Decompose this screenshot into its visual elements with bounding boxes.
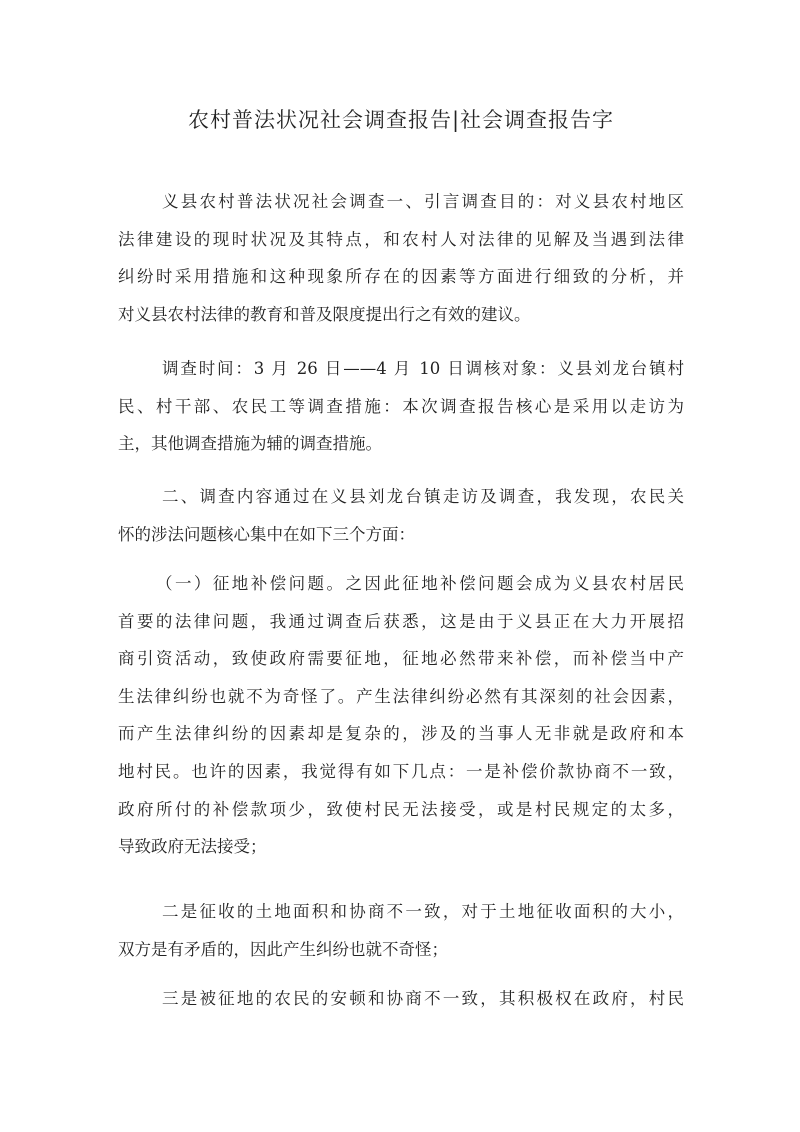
text-line: 主，其他调查措施为辅的调查措施。 xyxy=(118,434,382,454)
document-title: 农村普法状况社会调查报告|社会调查报告字 xyxy=(187,108,615,132)
document-page xyxy=(118,0,684,1132)
text-line: 对义县农村法律的教育和普及限度提出行之有效的建议。 xyxy=(118,304,531,324)
text-line: 首要的法律问题，我通过调查后获悉，这是由于义县正在大力开展招 xyxy=(118,611,684,631)
paragraph-land-area xyxy=(118,893,684,968)
text-line: 商引资活动，致使政府需要征地，征地必然带来补偿，而补偿当中产 xyxy=(118,649,684,669)
text-line: 政府所付的补偿款项少，致使村民无法接受，或是村民规定的太多， xyxy=(118,799,684,819)
text-line: 调查时间：3 月 26 日——4 月 10 日调核对象：义县刘龙台镇村 xyxy=(162,359,684,378)
text-line: 义县农村普法状况社会调查一、引言调查目的：对义县农村地区 xyxy=(162,192,684,211)
text-line: 二是征收的土地面积和协商不一致，对于土地征收面积的大小， xyxy=(162,902,684,921)
text-line: 而产生法律纠纷的因素却是复杂的，涉及的当事人无非就是政府和本 xyxy=(118,724,684,744)
paragraph-intro xyxy=(118,183,684,333)
text-line: 导致政府无法接受； xyxy=(118,837,267,857)
paragraph-resettlement xyxy=(118,980,684,1018)
paragraph-survey-content xyxy=(118,478,684,553)
paragraph-survey-time xyxy=(118,350,684,463)
text-line: 纠纷时采用措施和这种现象所存在的因素等方面进行细致的分析，并 xyxy=(118,267,684,287)
text-line: 生法律纠纷也就不为奇怪了。产生法律纠纷必然有其深刻的社会因素， xyxy=(118,686,684,706)
paragraph-land-compensation xyxy=(118,565,684,866)
text-line: 怀的涉法问题核心集中在如下三个方面： xyxy=(118,524,415,544)
text-line: 地村民。也许的因素，我觉得有如下几点：一是补偿价款协商不一致， xyxy=(118,761,684,781)
text-line: 二、调查内容通过在义县刘龙台镇走访及调查，我发现，农民关 xyxy=(162,487,684,506)
text-line: （一）征地补偿问题。之因此征地补偿问题会成为义县农村居民 xyxy=(156,574,684,593)
text-line: 双方是有矛盾的，因此产生纠纷也就不奇怪； xyxy=(118,939,448,959)
text-line: 法律建设的现时状况及其特点，和农村人对法律的见解及当遇到法律 xyxy=(118,229,684,249)
text-line: 民、村干部、农民工等调查措施：本次调查报告核心是采用以走访为 xyxy=(118,396,684,416)
text-line: 三是被征地的农民的安顿和协商不一致，其积极权在政府，村民 xyxy=(162,989,684,1008)
